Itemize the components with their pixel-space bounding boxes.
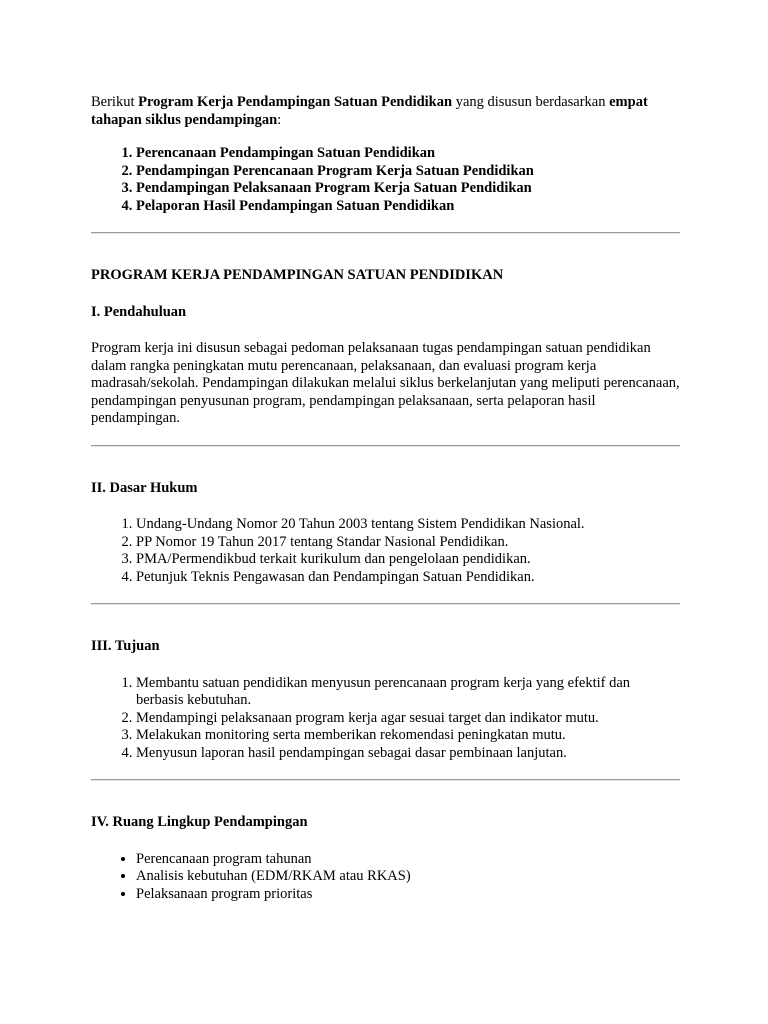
divider	[91, 232, 680, 234]
stage-item: 4. Pelaporan Hasil Pendampingan Satuan Pendidikan	[136, 198, 680, 216]
list-item: 4. Petunjuk Teknis Pengawasan dan Pendampingan Satuan Pendidikan.	[136, 569, 680, 587]
list-item: 2. Mendampingi pelaksanaan program kerja agar sesuai target dan indikator mutu.	[136, 710, 680, 728]
list-item: 2. PP Nomor 19 Tahun 2017 tentang Standar Nasional Pendidikan.	[136, 534, 680, 552]
intro-program-title: Program Kerja Pendampingan Satuan Pendidikan	[138, 94, 453, 110]
list-item: 3. Melakukan monitoring serta memberikan rekomendasi peningkatan mutu.	[136, 727, 680, 745]
list-item: 3. PMA/Permendikbud terkait kurikulum dan pengelolaan pendidikan.	[136, 551, 680, 569]
section-heading-dasar-hukum: II. Dasar Hukum	[91, 479, 198, 496]
stage-item: 1. Perencanaan Pendampingan Satuan Pendidikan	[136, 145, 680, 163]
stage-item: 3. Pendampingan Pelaksanaan Program Kerja Satuan Pendidikan	[136, 180, 680, 198]
stages-list	[91, 145, 680, 215]
ruang-lingkup-list	[91, 851, 680, 904]
dasar-hukum-list	[91, 516, 680, 586]
section-heading-ruang-lingkup: IV. Ruang Lingkup Pendampingan	[91, 814, 308, 830]
section-heading-pendahuluan: I. Pendahuluan	[91, 303, 187, 320]
tujuan-list	[91, 675, 680, 763]
list-item: 1. Membantu satuan pendidikan menyusun perencanaan program kerja yang efektif dan berbasis kebutuhan.	[136, 675, 680, 710]
intro-prefix: Berikut	[91, 94, 139, 110]
intro-middle: yang disusun berdasarkan	[452, 94, 610, 110]
stage-item: 2. Pendampingan Perencanaan Program Kerja Satuan Pendidikan	[136, 163, 680, 181]
list-item: • Analisis kebutuhan (EDM/RKAM atau RKAS)	[136, 868, 680, 886]
section-heading-tujuan: III. Tujuan	[91, 638, 160, 654]
section-body-pendahuluan: Program kerja ini disusun sebagai pedoman pelaksanaan tugas pendampingan satuan pendidikan dalam rangka peningkatan mutu perencanaan, pelaksanaan, dan evaluasi program kerja madrasah/sekolah. Pendampingan dilakukan melalui siklus berkelanjutan yang meliputi perencanaan, pendampingan penyusunan program, pendampingan pelaksanaan, serta pelaporan hasil pendampingan.	[91, 340, 680, 426]
list-item: • Perencanaan program tahunan	[136, 851, 680, 869]
divider	[91, 603, 680, 605]
document-title: PROGRAM KERJA PENDAMPINGAN SATUAN PENDIDIKAN	[91, 267, 504, 283]
divider	[91, 779, 680, 781]
divider	[91, 445, 680, 447]
intro-stages: empat tahapan siklus pendampingan	[91, 94, 648, 128]
intro-suffix: :	[277, 111, 282, 128]
list-item: 1. Undang-Undang Nomor 20 Tahun 2003 tentang Sistem Pendidikan Nasional.	[136, 516, 680, 534]
intro-paragraph	[91, 94, 680, 129]
list-item: 4. Menyusun laporan hasil pendampingan sebagai dasar pembinaan lanjutan.	[136, 745, 680, 763]
list-item: • Pelaksanaan program prioritas	[136, 886, 680, 904]
